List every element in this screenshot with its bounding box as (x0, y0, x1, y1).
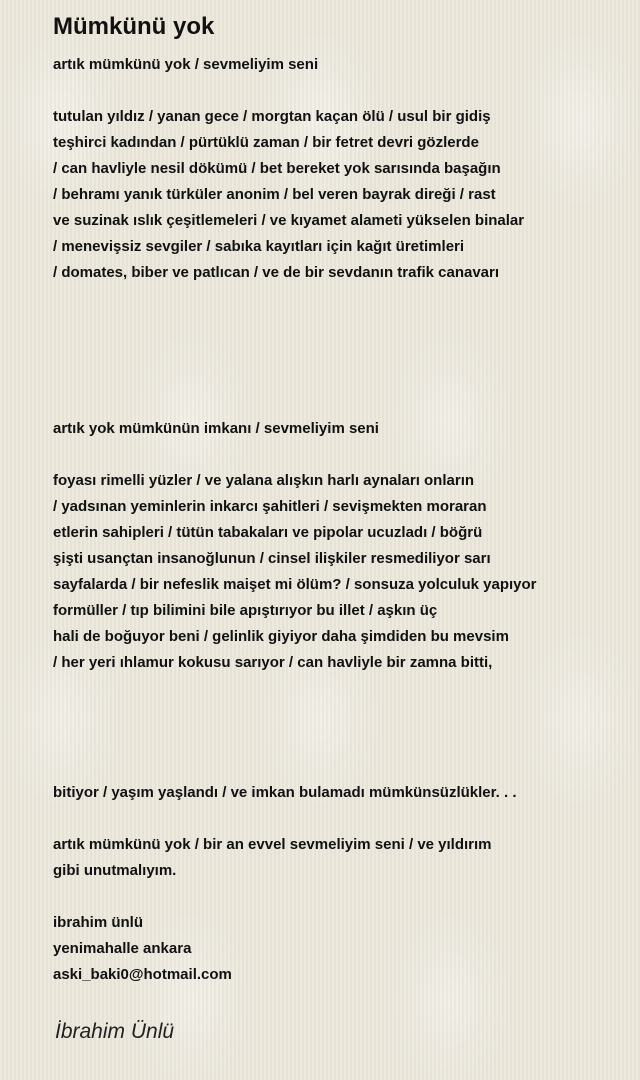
poem-line: ve suzinak ıslık çeşitlemeleri / ve kıyamet alameti yükselen binalar (53, 212, 525, 229)
poem-line: / her yeri ıhlamur kokusu sarıyor / can havliyle bir zamna bitti, (53, 654, 493, 671)
poem-line: hali de boğuyor beni / gelinlik giyiyor daha şimdiden bu mevsim (53, 628, 509, 645)
poem-title: Mümkünü yok (53, 13, 215, 40)
poem-line: / yadsınan yeminlerin inkarcı şahitleri / sevişmekten moraran (53, 498, 487, 515)
poem-line: / can havliyle nesil dökümü / bet bereket yok sarısında başağın (53, 160, 501, 177)
poem-body (53, 52, 537, 988)
stanza-break (53, 442, 537, 468)
poem-line: ibrahim ünlü (53, 914, 143, 931)
stanza-break (53, 78, 537, 104)
poem-line: / behramı yanık türküler anonim / bel veren bayrak direği / rast (53, 186, 496, 203)
poem-line: sayfalarda / bir nefeslik maişet mi ölüm? / sonsuza yolculuk yapıyor (53, 576, 537, 593)
poem-line: artık yok mümkünün imkanı / sevmeliyim seni (53, 420, 379, 437)
stanza-break (53, 286, 537, 312)
poem-line: / menevişsiz sevgiler / sabıka kayıtları için kağıt üretimleri (53, 238, 465, 255)
stanza-break (53, 754, 537, 780)
stanza-break (53, 312, 537, 338)
poem-line: bitiyor / yaşım yaşlandı / ve imkan bulamadı mümkünsüzlükler. . . (53, 784, 517, 801)
stanza-break (53, 806, 537, 832)
author-signature: İbrahim Ünlü (55, 1020, 175, 1043)
poem-line: aski_baki0@hotmail.com (53, 966, 232, 983)
stanza-break (53, 884, 537, 910)
poem-line: yenimahalle ankara (53, 940, 192, 957)
poem-line: artık mümkünü yok / sevmeliyim seni (53, 56, 319, 73)
stanza-break (53, 338, 537, 364)
poem-line: teşhirci kadından / pürtüklü zaman / bir fetret devri gözlerde (53, 134, 479, 151)
poem-line: artık mümkünü yok / bir an evvel sevmeliyim seni / ve yıldırım (53, 836, 492, 853)
poem-line: gibi unutmalıyım. (53, 862, 177, 879)
stanza-break (53, 390, 537, 416)
stanza-break (53, 676, 537, 702)
stanza-break (53, 702, 537, 728)
poem-line: foyası rimelli yüzler / ve yalana alışkın harlı aynaları onların (53, 472, 475, 489)
poem-line: / domates, biber ve patlıcan / ve de bir sevdanın trafik canavarı (53, 264, 500, 281)
poem-line: tutulan yıldız / yanan gece / morgtan kaçan ölü / usul bir gidiş (53, 108, 491, 125)
poem-line: etlerin sahipleri / tütün tabakaları ve pipolar ucuzladı / böğrü (53, 524, 483, 541)
stanza-break (53, 364, 537, 390)
stanza-break (53, 728, 537, 754)
poem-line: şişti usançtan insanoğlunun / cinsel ilişkiler resmediliyor sarı (53, 550, 491, 567)
poem-line: formüller / tıp bilimini bile apıştırıyor bu illet / aşkın üç (53, 602, 438, 619)
